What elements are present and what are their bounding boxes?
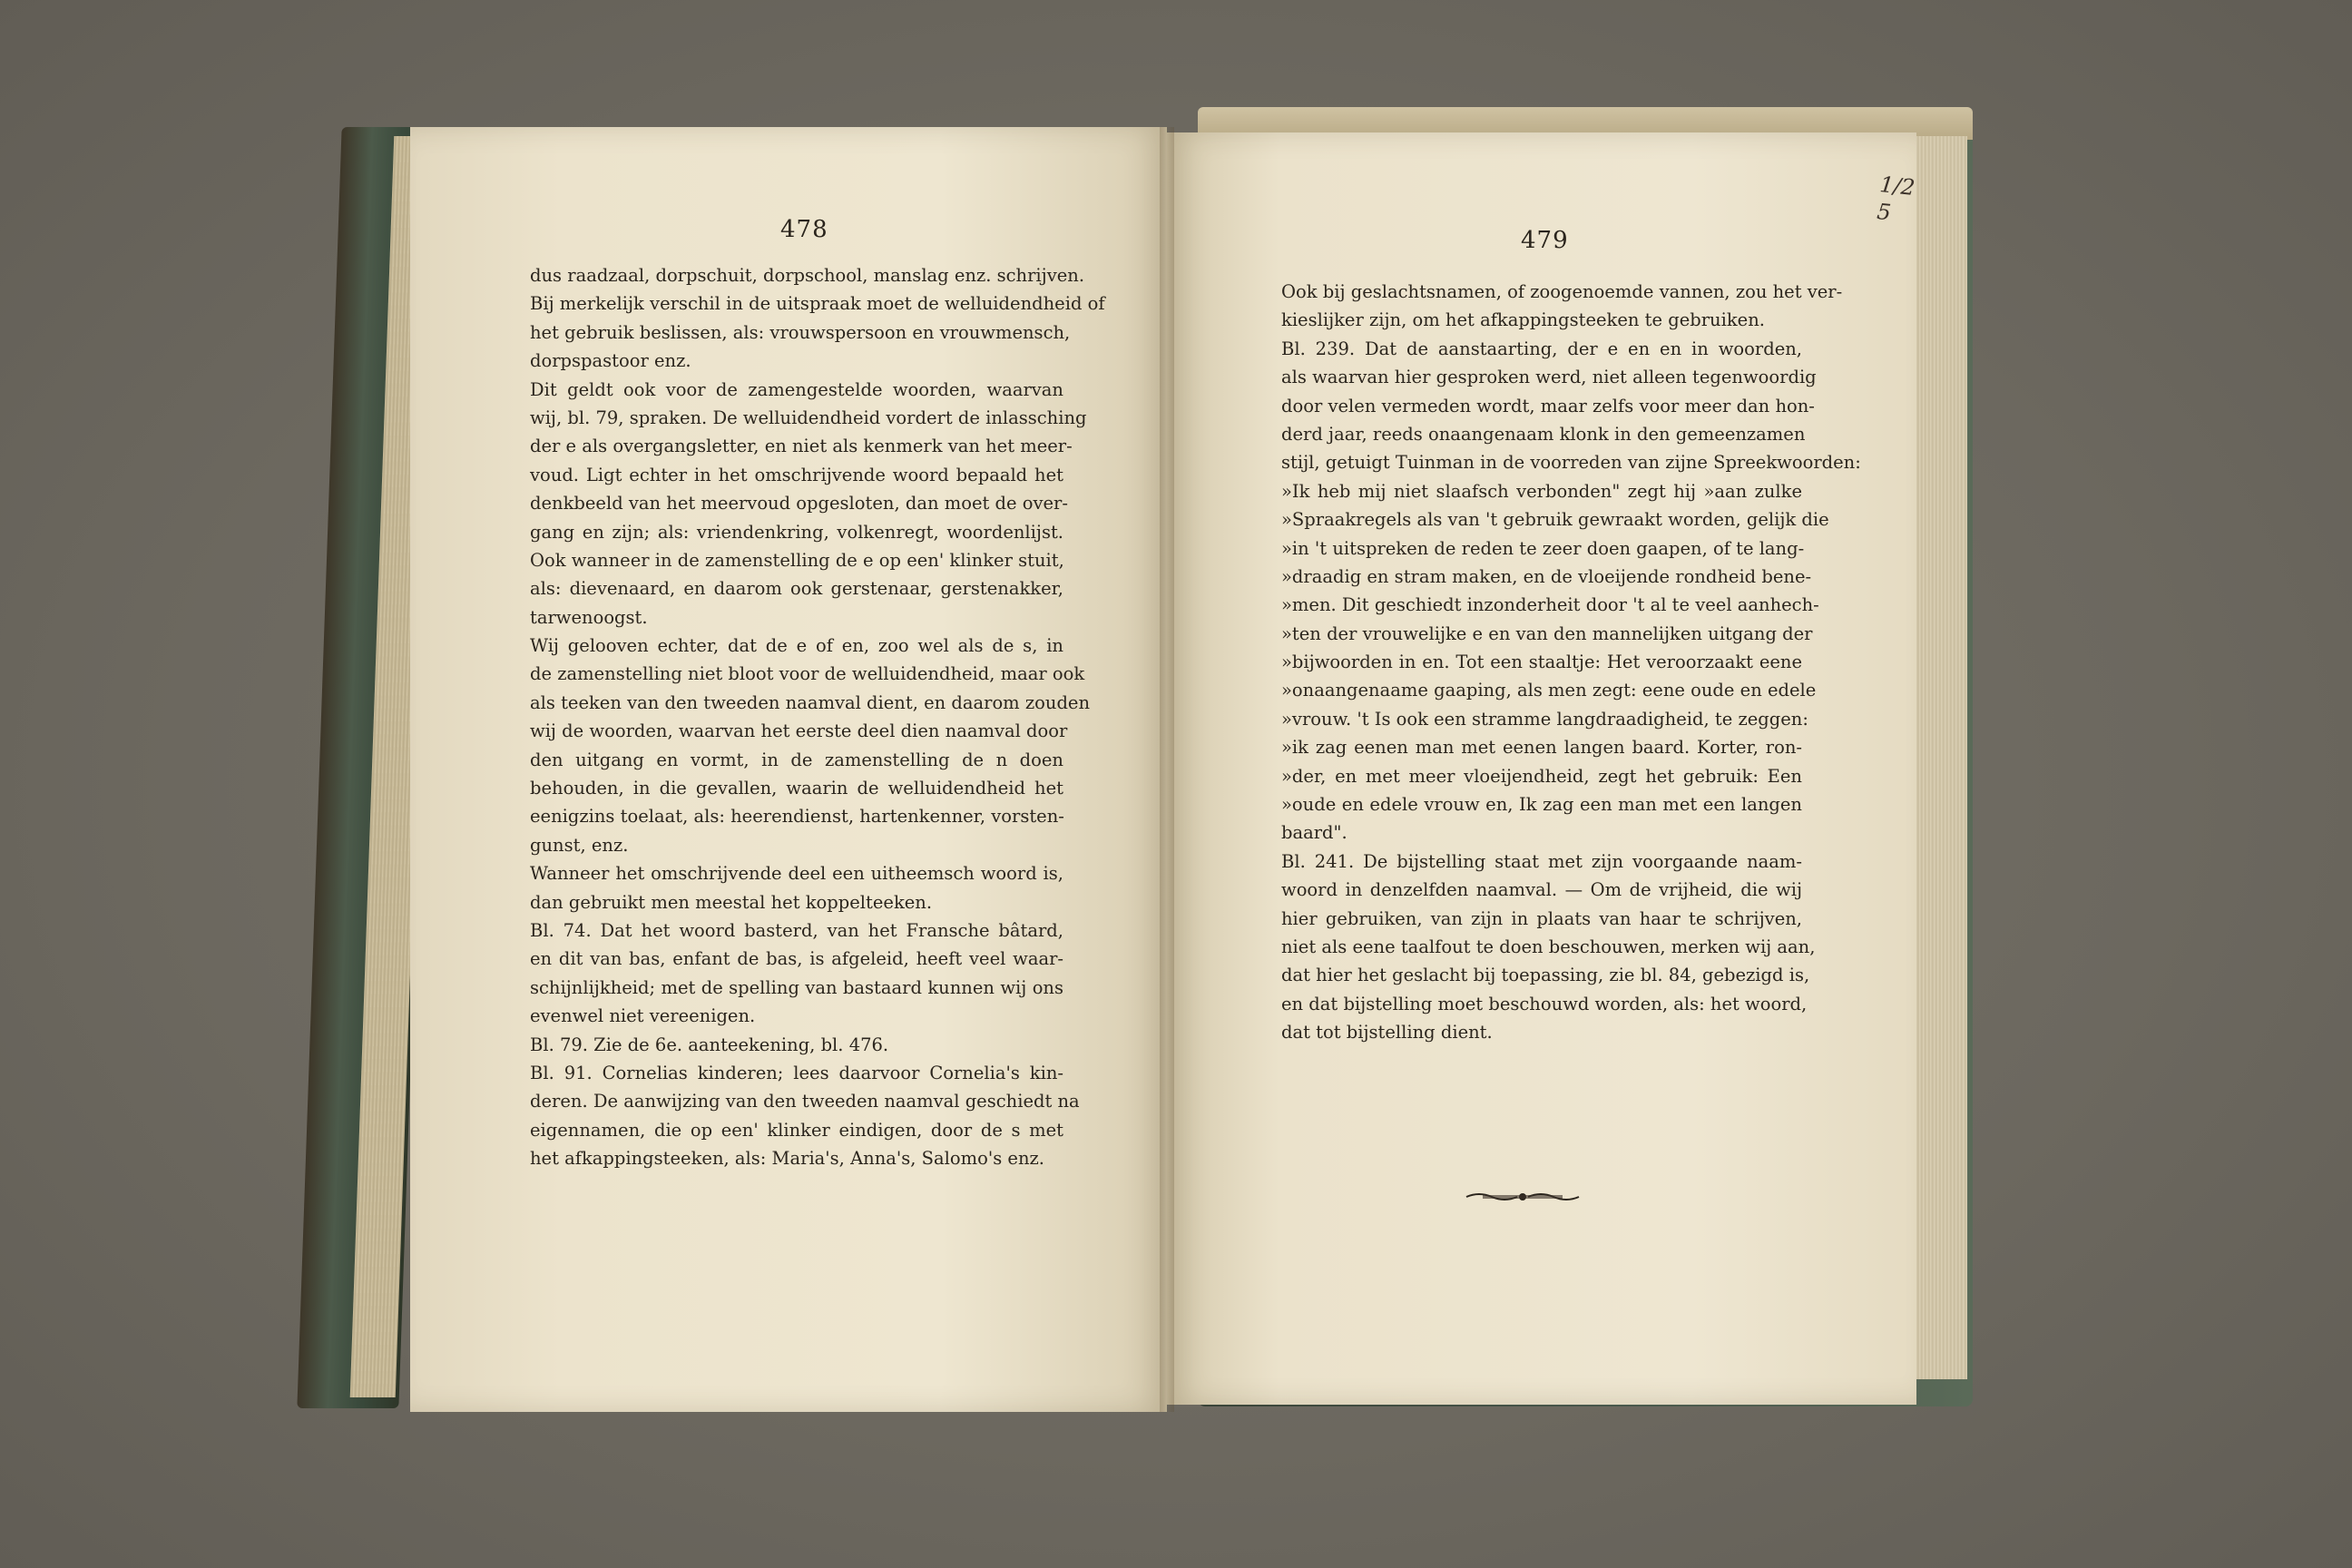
text-line: Bl. 239. Dat de aanstaarting, der e en en in woorden, <box>1281 338 1802 359</box>
right-page <box>1167 132 1916 1405</box>
text-line: als teeken van den tweeden naamval dient, en daarom zouden <box>530 691 1091 713</box>
text-line: behouden, in die gevallen, waarin de welluidendheid het <box>530 778 1063 799</box>
text-line: door velen vermeden wordt, maar zelfs voor meer dan hon- <box>1281 395 1815 416</box>
text-line: evenwel niet vereenigen. <box>530 1005 756 1027</box>
text-line: »men. Dit geschiedt inzonderheit door 't al te veel aanhech- <box>1281 594 1819 616</box>
text-line: Wij gelooven echter, dat de e of en, zoo wel als de s, in <box>530 635 1063 657</box>
text-line: de zamenstelling niet bloot voor de welluidendheid, maar ook <box>530 663 1085 685</box>
text-line: het gebruik beslissen, als: vrouwspersoon en vrouwmensch, <box>530 321 1071 343</box>
text-line: gunst, enz. <box>530 834 629 856</box>
text-line: wij, bl. 79, spraken. De welluidendheid vordert de inlassching <box>530 407 1087 428</box>
text-line: Wanneer het omschrijvende deel een uitheemsch woord is, <box>530 863 1063 885</box>
text-line: en dat bijstelling moet beschouwd worden, als: het woord, <box>1281 993 1808 1014</box>
handwritten-note: 1/2 5 <box>1876 172 1916 226</box>
text-line: Bl. 241. De bijstelling staat met zijn voorgaande naam- <box>1281 850 1802 872</box>
text-line: »oude en edele vrouw en, Ik zag een man met een langen <box>1281 794 1802 816</box>
right-page-text <box>1281 278 1861 1047</box>
ornament-divider <box>1465 1190 1581 1204</box>
text-line: Bl. 91. Cornelias kinderen; lees daarvoor Cornelia's kin- <box>530 1062 1063 1083</box>
text-line: en dit van bas, enfant de bas, is afgeleid, heeft veel waar- <box>530 948 1063 970</box>
text-line: hier gebruiken, van zijn in plaats van haar te schrijven, <box>1281 907 1802 929</box>
text-line: »vrouw. 't Is ook een stramme langdraadigheid, te zeggen: <box>1281 708 1808 730</box>
text-line: den uitgang en vormt, in de zamenstelling de n doen <box>530 749 1063 770</box>
text-line: stijl, getuigt Tuinman in de voorreden van zijne Spreekwoorden: <box>1281 452 1861 474</box>
text-line: Bl. 74. Dat het woord basterd, van het Fransche bâtard, <box>530 919 1063 941</box>
text-line: als: dievenaard, en daarom ook gerstenaar, gerstenakker, <box>530 578 1063 600</box>
book-gutter <box>1160 127 1174 1412</box>
text-line: dorpspastoor enz. <box>530 350 691 372</box>
text-line: eigennamen, die op een' klinker eindigen, door de s met <box>530 1119 1063 1141</box>
text-line: woord in denzelfden naamval. — Om de vrijheid, die wij <box>1281 879 1802 901</box>
text-line: dan gebruikt men meestal het koppelteeken. <box>530 891 933 913</box>
text-line: eenigzins toelaat, als: heerendienst, hartenkenner, vorsten- <box>530 806 1064 828</box>
text-line: »in 't uitspreken de reden te zeer doen gaapen, of te lang- <box>1281 537 1805 559</box>
text-line: gang en zijn; als: vriendenkring, volkenregt, woordenlijst. <box>530 521 1063 543</box>
text-line: deren. De aanwijzing van den tweeden naamval geschiedt na <box>530 1091 1080 1112</box>
text-line: »bijwoorden in en. Tot een staaltje: Het veroorzaakt eene <box>1281 652 1802 673</box>
left-page-number: 478 <box>780 216 828 243</box>
text-line: baard". <box>1281 822 1348 844</box>
text-line: der e als overgangsletter, en niet als kenmerk van het meer- <box>530 436 1073 457</box>
text-line: Bij merkelijk verschil in de uitspraak moet de welluidendheid of <box>530 293 1105 315</box>
left-page-text <box>530 261 1105 1173</box>
text-line: dus raadzaal, dorpschuit, dorpschool, manslag enz. schrijven. <box>530 265 1085 286</box>
text-line: dat tot bijstelling dient. <box>1281 1022 1493 1044</box>
text-line: tarwenoogst. <box>530 606 648 628</box>
text-line: »der, en met meer vloeijendheid, zegt het gebruik: Een <box>1281 765 1802 787</box>
text-line: als waarvan hier gesproken werd, niet alleen tegenwoordig <box>1281 367 1817 388</box>
text-line: »ik zag eenen man met eenen langen baard. Korter, ron- <box>1281 737 1802 759</box>
text-line: Bl. 79. Zie de 6e. aanteekening, bl. 476. <box>530 1034 889 1055</box>
text-line: »draadig en stram maken, en de vloeijende rondheid bene- <box>1281 565 1812 587</box>
text-line: schijnlijkheid; met de spelling van bastaard kunnen wij ons <box>530 976 1063 998</box>
text-line: het afkappingsteeken, als: Maria's, Anna's, Salomo's enz. <box>530 1148 1044 1170</box>
text-line: Ook bij geslachtsnamen, of zoogenoemde vannen, zou het ver- <box>1281 281 1843 302</box>
text-line: Dit geldt ook voor de zamengestelde woorden, waarvan <box>530 378 1063 400</box>
left-page <box>410 127 1167 1412</box>
text-line: Ook wanneer in de zamenstelling de e op een' klinker stuit, <box>530 549 1064 571</box>
text-line: dat hier het geslacht bij toepassing, zie bl. 84, gebezigd is, <box>1281 965 1810 986</box>
text-line: »Spraakregels als van 't gebruik gewraakt worden, gelijk die <box>1281 509 1829 531</box>
text-line: derd jaar, reeds onaangenaam klonk in den gemeenzamen <box>1281 423 1806 445</box>
text-line: denkbeeld van het meervoud opgesloten, dan moet de over- <box>530 493 1068 514</box>
right-page-number: 479 <box>1521 227 1569 254</box>
text-line: niet als eene taalfout te doen beschouwen, merken wij aan, <box>1281 936 1816 957</box>
text-line: wij de woorden, waarvan het eerste deel dien naamval door <box>530 720 1068 742</box>
text-line: »Ik heb mij niet slaafsch verbonden" zegt hij »aan zulke <box>1281 480 1802 502</box>
text-line: voud. Ligt echter in het omschrijvende woord bepaald het <box>530 464 1063 485</box>
text-line: »ten der vrouwelijke e en van den mannelijken uitgang der <box>1281 622 1813 644</box>
text-line: »onaangenaame gaaping, als men zegt: eene oude en edele <box>1281 680 1817 701</box>
text-line: kieslijker zijn, om het afkappingsteeken te gebruiken. <box>1281 309 1765 331</box>
